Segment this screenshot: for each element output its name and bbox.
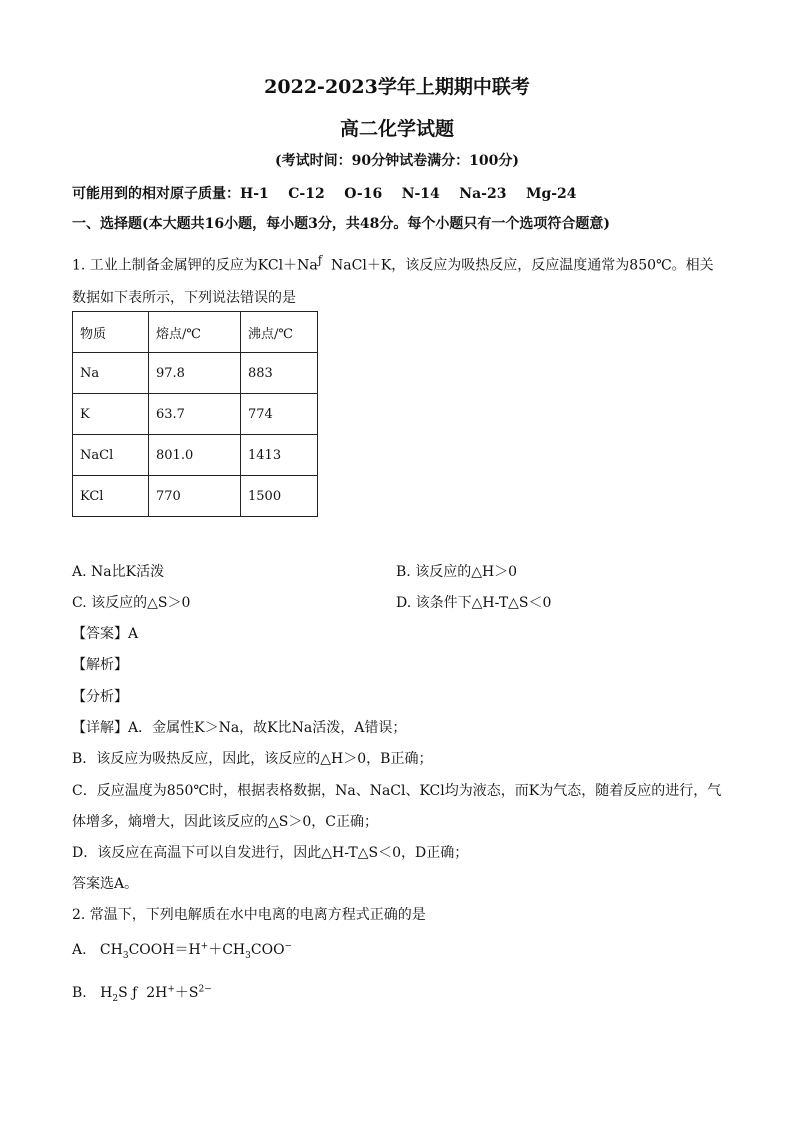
q1-answer: 【答案】A: [72, 626, 139, 642]
q1-option-c: C. 该反应的△S＞0: [72, 595, 191, 611]
q1-analysis-label: 【解析】: [72, 657, 128, 673]
q1-option-d: D. 该条件下△H-T△S＜0: [396, 595, 552, 611]
table-cell: 801.0: [149, 435, 241, 476]
q1-detail-a: 【详解】A．金属性K＞Na，故K比Na活泼，A错误；: [72, 720, 407, 736]
formula-subscript: 2: [112, 993, 119, 1004]
formula-superscript: +: [200, 941, 209, 952]
q2-option-a: [72, 939, 292, 961]
q1-stem-text: 1. 工业上制备金属钾的反应为KCl＋Na: [72, 257, 318, 274]
q2-option-a-label: A.: [72, 942, 87, 958]
q1-stem-line2: 数据如下表所示，下列说法错误的是: [72, 290, 296, 306]
formula-part: H: [100, 985, 113, 1001]
q2-option-a-formula: [99, 941, 293, 961]
formula-part: ＋CH: [208, 942, 246, 958]
formula-part: COOH＝H: [128, 942, 201, 958]
table-cell: Na: [73, 353, 149, 394]
formula-subscript: 3: [122, 950, 129, 961]
atomic-masses: 可能用到的相对原子质量：H-1 C-12 O-16 N-14 Na-23 Mg-24: [72, 186, 577, 202]
formula-subscript: 3: [245, 950, 251, 961]
section-heading: 一、选择题(本大题共16小题，每小题3分，共48分。每个小题只有一个选项符合题意): [72, 216, 610, 232]
table-cell: 770: [149, 476, 241, 517]
q1-conclusion: 答案选A。: [72, 876, 139, 892]
table-cell: 883: [241, 353, 318, 394]
q2-stem: 2. 常温下，下列电解质在水中电离的电离方程式正确的是: [72, 907, 426, 923]
table-cell: KCl: [73, 476, 149, 517]
table-cell: 1413: [241, 435, 318, 476]
formula-superscript: −: [284, 941, 293, 952]
table-cell: 1500: [241, 476, 318, 517]
q1-fenxi-label: 【分析】: [72, 689, 128, 705]
table-header-cell: 熔点/℃: [149, 312, 241, 353]
q1-option-a: A. Na比K活泼: [72, 564, 165, 580]
formula-part: ＋S: [174, 985, 199, 1001]
table-header-cell: 沸点/℃: [241, 312, 318, 353]
exam-info: (考试时间：90分钟试卷满分：100分): [275, 153, 519, 169]
table-cell: K: [73, 394, 149, 435]
table-cell: 97.8: [149, 353, 241, 394]
table-header-row: [73, 312, 318, 353]
formula-part: 2H: [146, 985, 168, 1001]
q1-detail-b: B．该反应为吸热反应，因此，该反应的△H＞0，B正确；: [72, 751, 433, 767]
q2-option-b: [72, 982, 212, 1004]
table-row: [73, 353, 318, 394]
q2-option-b-formula: [100, 984, 212, 1004]
table-cell: 63.7: [149, 394, 241, 435]
table-row: [73, 476, 318, 517]
q1-option-b: B. 该反应的△H＞0: [396, 564, 518, 580]
q1-detail-c-line2: 体增多，熵增大，因此该反应的△S＞0，C正确；: [72, 814, 378, 830]
formula-part: S ƒ: [118, 985, 138, 1001]
formula-part: CH: [99, 942, 123, 958]
properties-table: [72, 311, 318, 517]
q1-detail-c-line1: C．反应温度为850℃时，根据表格数据，Na、NaCl、KCl均为液态，而K为气态，随着反应的进行，气: [72, 783, 722, 799]
formula-superscript: 2−: [198, 984, 212, 995]
q2-option-b-label: B.: [72, 985, 87, 1001]
q1-stem-tail: NaCl＋K，该反应为吸热反应，反应温度通常为850℃。相关: [331, 257, 714, 274]
q1-stem-line1: [72, 253, 714, 275]
table-row: [73, 435, 318, 476]
formula-superscript: +: [167, 984, 175, 995]
subject-title: 高二化学试题: [339, 118, 454, 140]
q1-equilibrium-symbol: ƒ: [317, 253, 323, 267]
formula-part: COO: [250, 942, 285, 958]
table-cell: NaCl: [73, 435, 149, 476]
table-cell: 774: [241, 394, 318, 435]
table-row: [73, 394, 318, 435]
exam-title: 2022-2023学年上期期中联考: [264, 76, 530, 98]
q1-detail-d: D．该反应在高温下可以自发进行，因此△H-T△S＜0，D正确；: [72, 845, 469, 861]
table-header-cell: 物质: [73, 312, 149, 353]
